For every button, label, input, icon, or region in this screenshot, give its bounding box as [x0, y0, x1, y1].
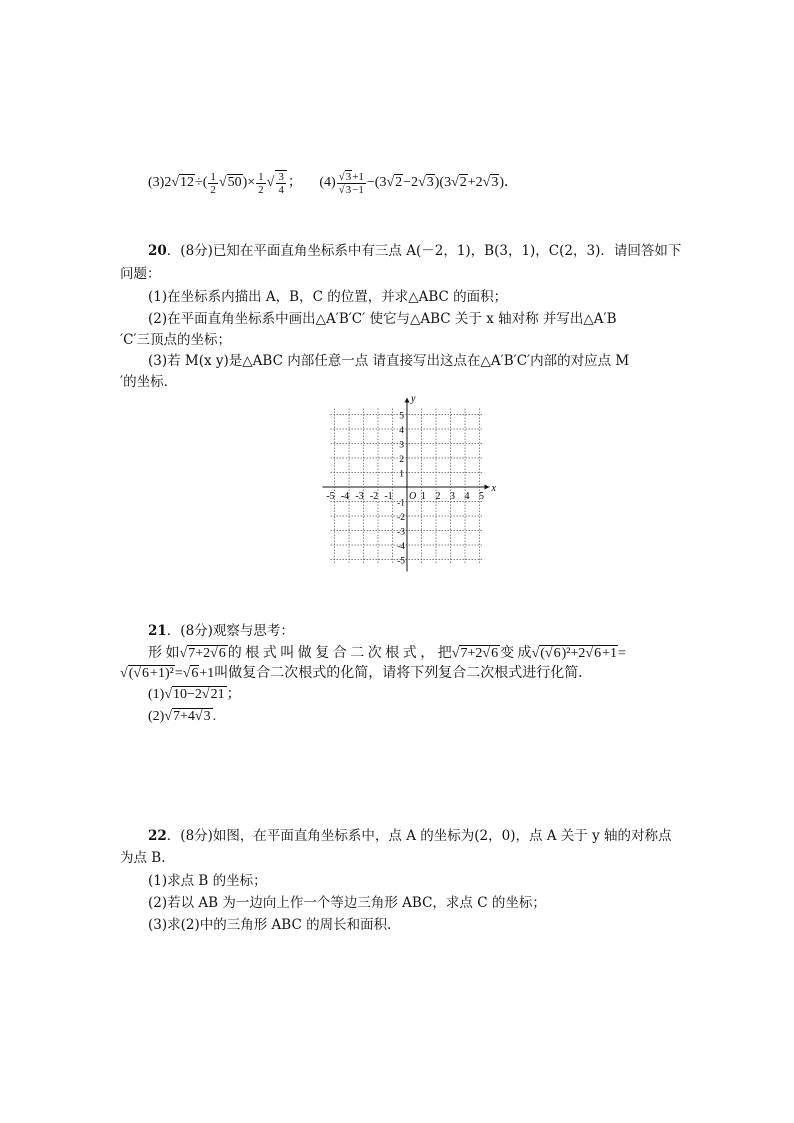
label: (1)	[148, 687, 165, 702]
text: +1)²	[150, 666, 174, 681]
radical: 7+4√3	[173, 709, 211, 724]
radical: 7+2√6	[188, 646, 226, 661]
frac-num: √3+1	[338, 170, 364, 183]
x-tick-label: -4	[340, 491, 350, 502]
x-tick-label: -5	[326, 491, 335, 502]
q19-part3-radicand2: 50	[227, 175, 242, 191]
radicand: 10−2	[173, 687, 202, 702]
text: )²+2	[561, 646, 586, 661]
radicand: 7+2	[188, 646, 211, 661]
y-tick-label: -1	[397, 498, 405, 509]
x-tick-label: 4	[464, 491, 470, 502]
text: =	[617, 646, 626, 661]
x-tick-label: -3	[355, 491, 364, 502]
frac-den: 2	[258, 183, 264, 196]
q19-part4-plus: +2	[467, 175, 483, 191]
q20-intro	[148, 242, 681, 260]
question-number: 20	[148, 243, 167, 259]
radicand: 7+2	[460, 646, 483, 661]
q20-part2b: ′C′三顶点的坐标；	[120, 332, 231, 348]
radical: 7+2√6	[460, 646, 499, 661]
y-tick-label: -2	[397, 513, 405, 523]
radicand: 6	[191, 666, 199, 681]
y-tick-label: 4	[399, 426, 404, 436]
q19-part3-fraction1	[208, 171, 218, 196]
x-tick-label: -1	[384, 491, 393, 502]
q22-intro-text: ．(8分)如图，在平面直角坐标系中，点 A 的坐标为(2，0)，点 A 关于 y 轴的对称点	[166, 828, 672, 844]
text: (	[540, 646, 545, 661]
x-tick-label: 5	[479, 491, 484, 502]
q22-intro2: 为点 B.	[120, 850, 166, 866]
q19-part4-minus: −2	[403, 175, 419, 191]
text: +1	[602, 646, 617, 661]
q20-intro-text: ．(8分)已知在平面直角坐标系中有三点 A(－2，1)，B(3，1)，C(2，3)．请回答如下	[166, 243, 682, 259]
q19-part3-radicand1: 12	[180, 175, 195, 191]
radicand: 6	[553, 646, 561, 661]
origin-label: O	[409, 491, 417, 502]
x-axis-arrow	[485, 485, 490, 490]
frac-num: 3	[278, 171, 284, 183]
q19-expression-line: (3)2√12÷( $\frac{1}{2}$ √50)× $\frac{1}{2}$ √ $\frac{3}{4}$ ； (4) $\frac{√3+1}{√3-1}$ −(3√2−2√3)(3√2+2√3)．	[148, 170, 519, 196]
radicand: 6	[594, 646, 602, 661]
radicand: 2	[459, 175, 467, 191]
text: +1叫做复合二次根式的化简，请将下列复合二次根式进行化简．	[199, 666, 593, 681]
y-tick-label: 5	[399, 411, 404, 422]
x-tick-label: -2	[369, 491, 379, 502]
num-rest: +1	[352, 170, 364, 183]
q19-part4-fraction	[337, 171, 366, 196]
q19-part3-label: (3)	[148, 175, 165, 191]
q21-line1: 形 如√7+2√6 的 根 式 叫 做 复 合 二 次 根 式 ， 把√7+2√6 变 成√(√6)²+2√6+1=	[148, 646, 626, 661]
radicand: 6	[142, 666, 150, 681]
text: (	[128, 666, 134, 681]
y-tick-label: -3	[397, 527, 405, 538]
y-tick-label: -5	[397, 556, 405, 567]
y-tick-label: 2	[399, 455, 404, 465]
radical: 10−2√21	[173, 687, 225, 702]
q19-part3-fraction2	[256, 171, 266, 196]
tick-labels	[326, 393, 496, 566]
radicand: 3	[491, 175, 499, 191]
text: .	[212, 709, 217, 724]
frac-num: 1	[258, 170, 264, 183]
y-tick-label: 3	[399, 440, 404, 451]
text: 变 成	[500, 646, 532, 661]
axes	[323, 397, 490, 571]
text: 形 如	[148, 646, 180, 661]
q19-part3-radical-fraction	[275, 170, 287, 196]
text: 的 根 式 叫 做 复 合 二 次 根 式 ， 把	[227, 646, 452, 661]
y-axis-label: y	[411, 393, 416, 405]
q19-part3-times: )×	[242, 175, 256, 191]
text: ；	[226, 687, 241, 702]
coordinate-grid	[318, 392, 498, 572]
q21-line2: √(√6+1)²=√6+1叫做复合二次根式的化简，请将下列复合二次根式进行化简．	[120, 666, 593, 681]
radicand: 3	[203, 709, 211, 724]
q22-part2: (2)若以 AB 为一边向上作一个等边三角形 ABC，求点 C 的坐标；	[148, 895, 546, 911]
q20-part1: (1)在坐标系内描出 A，B，C 的位置，并求△ABC 的面积；	[148, 289, 508, 305]
x-tick-label: 3	[450, 491, 455, 502]
radicand: 3	[345, 183, 352, 196]
frac-den: √3−1	[338, 183, 364, 196]
q22-part1: (1)求点 B 的坐标；	[148, 873, 267, 889]
x-tick-label: 2	[435, 491, 441, 502]
q22-intro	[148, 827, 672, 845]
y-tick-label: -4	[397, 542, 405, 552]
q20-part3a: (3)若 M(x y)是△ABC 内部任意一点 请直接写出这点在△A′B′C′内部的对应点 M	[148, 353, 630, 369]
radicand: 6	[218, 646, 226, 661]
frac-num: 1	[210, 170, 216, 183]
q20-intro2: 问题：	[120, 266, 161, 282]
q19-part4-mid: −(3	[366, 175, 387, 191]
x-axis-label: x	[491, 483, 496, 494]
x-tick-label: 1	[421, 491, 426, 502]
radicand: 21	[210, 687, 225, 702]
q19-part4-mid2: )(3	[434, 175, 452, 191]
q19-part3-end: ；	[287, 175, 302, 191]
q20-part2a: (2)在平面直角坐标系中画出△A′B′C′ 使它与△ABC 关于 x 轴对称 并写出△A′B	[148, 311, 617, 327]
q20-part3b: ′的坐标．	[120, 374, 178, 390]
radical: (√6+1)²	[128, 666, 174, 681]
radical: (√6)²+2√6+1	[540, 646, 617, 661]
radicand: 3	[345, 170, 352, 183]
question-number: 22	[148, 828, 167, 844]
q21-part2: (2)√7+4√3 .	[148, 709, 217, 724]
radicand: 7+4	[173, 709, 195, 724]
q21-intro-text: ．(8分)观察与思考：	[166, 623, 294, 639]
radicand: 6	[491, 646, 499, 661]
y-axis-arrow	[405, 397, 410, 402]
frac-den: 4	[278, 184, 284, 196]
text: =	[174, 666, 183, 681]
den-rest: −1	[352, 183, 364, 196]
q19-part4-end: )．	[499, 175, 519, 191]
radicand: 3	[426, 175, 434, 191]
q19-part3-coef: 2	[164, 175, 172, 191]
y-tick-label: 1	[399, 469, 404, 480]
question-number: 21	[148, 623, 167, 639]
q21-intro	[148, 622, 294, 640]
radicand: 2	[395, 175, 403, 191]
q19-part3-div: ÷(	[195, 175, 208, 191]
q22-part3: (3)求(2)中的三角形 ABC 的周长和面积．	[148, 917, 401, 933]
label: (2)	[148, 709, 165, 724]
frac-den: 2	[210, 183, 216, 196]
q21-part1: (1)√10−2√21 ；	[148, 687, 241, 702]
q19-part4-label: (4)	[319, 175, 336, 191]
